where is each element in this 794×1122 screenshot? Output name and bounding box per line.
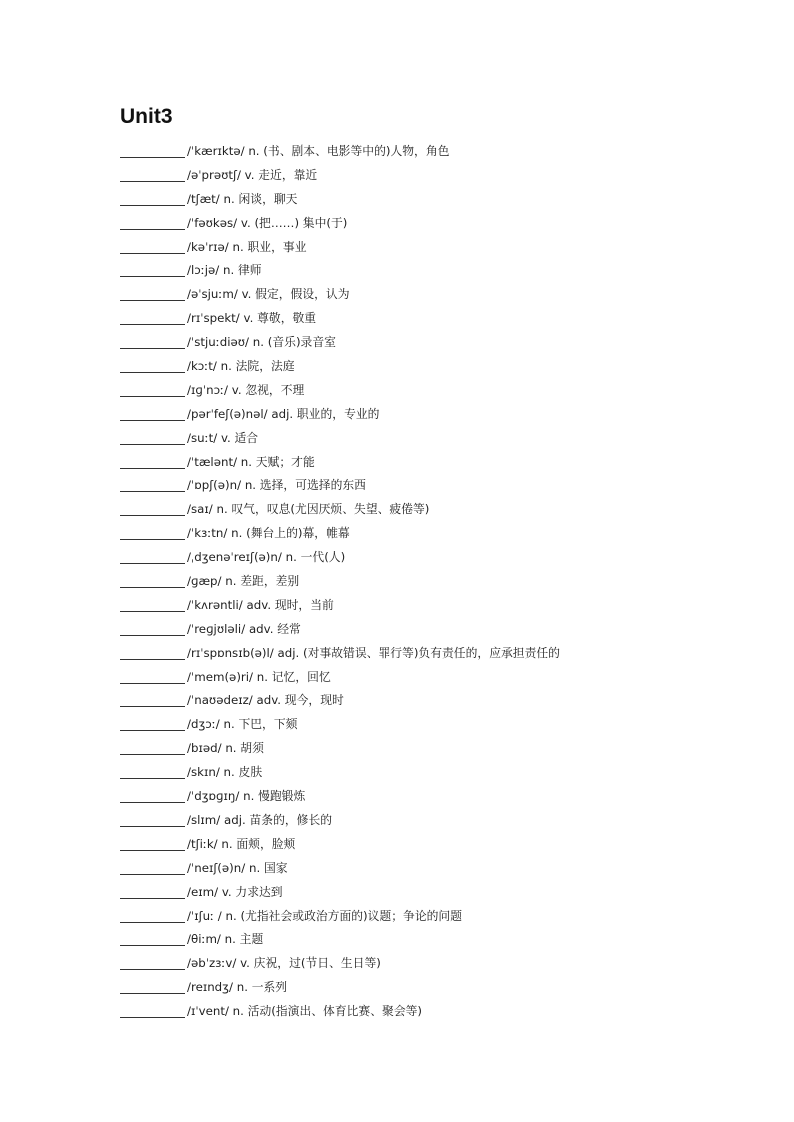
- answer-blank[interactable]: [120, 382, 185, 397]
- definition-text: n. (书、剧本、电影等中的)人物，角色: [248, 144, 450, 158]
- phonetic-text: /dʒɔː/: [187, 717, 220, 732]
- phonetic-text: /ˈɒpʃ(ə)n/: [187, 478, 242, 493]
- answer-blank[interactable]: [120, 645, 185, 660]
- answer-blank[interactable]: [120, 955, 185, 970]
- definition-text: v. 力求达到: [221, 884, 283, 899]
- definition-text: n. 律师: [222, 263, 262, 278]
- vocab-row: [120, 283, 780, 307]
- vocab-row: [120, 1000, 780, 1024]
- answer-blank[interactable]: [120, 788, 185, 803]
- definition-text: n. (舞台上的)幕，帷幕: [231, 526, 350, 541]
- answer-blank[interactable]: [120, 167, 185, 182]
- phonetic-text: /ˈɪʃuː /: [187, 908, 222, 923]
- phonetic-text: /lɔːjə/: [187, 263, 220, 278]
- vocab-row: [120, 427, 780, 451]
- phonetic-text: /suːt/: [187, 430, 218, 445]
- phonetic-text: /ˈfəʊkəs/: [187, 215, 238, 230]
- vocab-row: [120, 976, 780, 1000]
- answer-blank[interactable]: [120, 740, 185, 755]
- answer-blank[interactable]: [120, 836, 185, 851]
- answer-blank[interactable]: [120, 860, 185, 875]
- definition-text: n. 闲谈，聊天: [223, 191, 298, 206]
- vocab-row: [120, 713, 780, 737]
- definition-text: n. 叹气，叹息(尤因厌烦、失望、疲倦等): [216, 502, 430, 517]
- vocab-row: [120, 355, 780, 379]
- answer-blank[interactable]: [120, 931, 185, 946]
- vocab-row: [120, 570, 780, 594]
- phonetic-text: /ˈnaʊədeɪz/: [187, 693, 253, 708]
- vocab-row: [120, 474, 780, 498]
- phonetic-text: /kɔːt/: [187, 359, 217, 374]
- answer-blank[interactable]: [120, 692, 185, 707]
- definition-text: v. 假定，假设，认为: [241, 287, 350, 302]
- vocab-row: [120, 594, 780, 618]
- definition-text: adj. 职业的，专业的: [271, 406, 380, 421]
- phonetic-text: /rɪˈspekt/: [187, 311, 240, 326]
- definition-text: n. 职业，事业: [232, 239, 307, 254]
- vocab-row: [120, 618, 780, 642]
- definition-text: v. 忽视，不理: [231, 382, 305, 397]
- definition-text: v. (把……) 集中(于): [240, 215, 348, 230]
- phonetic-text: /əˈprəʊtʃ/: [187, 167, 241, 182]
- phonetic-text: /kəˈrɪə/: [187, 239, 229, 254]
- vocab-row: [120, 666, 780, 690]
- vocab-row: [120, 212, 780, 236]
- vocab-row: [120, 785, 780, 809]
- phonetic-text: /pərˈfeʃ(ə)nəl/: [187, 406, 268, 421]
- definition-text: n. (尤指社会或政治方面的)议题；争论的问题: [225, 908, 463, 923]
- vocab-row: [120, 881, 780, 905]
- vocab-row: [120, 546, 780, 570]
- phonetic-text: /ˈdʒɒɡɪŋ/: [187, 789, 240, 804]
- answer-blank[interactable]: [120, 334, 185, 349]
- vocab-row: [120, 689, 780, 713]
- definition-text: adv. 现今，现时: [256, 693, 344, 708]
- vocab-row: [120, 331, 780, 355]
- answer-blank[interactable]: [120, 430, 185, 445]
- vocab-row: [120, 833, 780, 857]
- answer-blank[interactable]: [120, 454, 185, 469]
- phonetic-text: /tʃæt/: [187, 191, 220, 206]
- definition-text: adv. 现时，当前: [246, 597, 334, 612]
- phonetic-text: /rɪˈspɒnsɪb(ə)l/: [187, 645, 274, 660]
- vocab-row: [120, 905, 780, 929]
- answer-blank[interactable]: [120, 812, 185, 827]
- definition-text: v. 走近，靠近: [244, 167, 318, 182]
- phonetic-text: /ˈkærɪktə/: [187, 144, 245, 158]
- vocabulary-list: [120, 140, 780, 1024]
- answer-blank[interactable]: [120, 525, 185, 540]
- vocab-row: [120, 140, 780, 164]
- phonetic-text: /əˈsjuːm/: [187, 287, 238, 302]
- phonetic-text: /əbˈzɜːv/: [187, 956, 237, 971]
- answer-blank[interactable]: [120, 215, 185, 230]
- phonetic-text: /saɪ/: [187, 502, 213, 517]
- vocab-row: [120, 737, 780, 761]
- vocab-row: [120, 403, 780, 427]
- phonetic-text: /ˈstjuːdiəʊ/: [187, 335, 250, 350]
- answer-blank[interactable]: [120, 358, 185, 373]
- vocab-row: [120, 857, 780, 881]
- answer-blank[interactable]: [120, 669, 185, 684]
- answer-blank[interactable]: [120, 573, 185, 588]
- vocab-row: [120, 236, 780, 260]
- phonetic-text: /ɪɡˈnɔː/: [187, 382, 228, 397]
- definition-text: n. 差距，差别: [225, 574, 300, 589]
- answer-blank[interactable]: [120, 191, 185, 206]
- answer-blank[interactable]: [120, 1003, 185, 1018]
- definition-text: n. (音乐)录音室: [252, 335, 336, 350]
- answer-blank[interactable]: [120, 597, 185, 612]
- definition-text: n. 法院，法庭: [220, 359, 295, 374]
- vocab-row: [120, 809, 780, 833]
- answer-blank[interactable]: [120, 908, 185, 923]
- answer-blank[interactable]: [120, 884, 185, 899]
- vocab-row: [120, 259, 780, 283]
- phonetic-text: /ɪˈvent/: [187, 1004, 229, 1019]
- definition-text: n. 一系列: [236, 980, 288, 995]
- answer-blank[interactable]: [120, 764, 185, 779]
- definition-text: n. 一代(人): [285, 550, 346, 565]
- answer-blank[interactable]: [120, 262, 185, 277]
- phonetic-text: /ˈmem(ə)ri/: [187, 669, 254, 684]
- vocab-row: [120, 642, 780, 666]
- definition-text: v. 尊敬，敬重: [243, 311, 317, 326]
- page-title: Unit3: [120, 105, 173, 128]
- answer-blank[interactable]: [120, 310, 185, 325]
- answer-blank[interactable]: [120, 286, 185, 301]
- answer-blank[interactable]: [120, 549, 185, 564]
- definition-text: n. 皮肤: [223, 765, 263, 780]
- vocab-row: [120, 522, 780, 546]
- vocab-row: [120, 164, 780, 188]
- answer-blank[interactable]: [120, 716, 185, 731]
- answer-blank[interactable]: [120, 406, 185, 421]
- phonetic-text: /ˈtælənt/: [187, 454, 238, 469]
- definition-text: v. 庆祝，过(节日、生日等): [240, 956, 381, 971]
- phonetic-text: /ˈneɪʃ(ə)n/: [187, 860, 246, 875]
- phonetic-text: /skɪn/: [187, 765, 220, 780]
- definition-text: n. 选择，可选择的东西: [244, 478, 366, 493]
- definition-text: n. 下巴，下颏: [223, 717, 298, 732]
- answer-blank[interactable]: [120, 979, 185, 994]
- answer-blank[interactable]: [120, 143, 185, 158]
- definition-text: n. 活动(指演出、体育比赛、聚会等): [232, 1004, 423, 1019]
- definition-text: n. 主题: [224, 932, 264, 947]
- phonetic-text: /eɪm/: [187, 884, 219, 899]
- vocab-row: [120, 761, 780, 785]
- phonetic-text: /ˌdʒenəˈreɪʃ(ə)n/: [187, 550, 282, 565]
- vocab-row: [120, 379, 780, 403]
- phonetic-text: /θiːm/: [187, 932, 221, 947]
- definition-text: n. 胡须: [225, 741, 264, 756]
- phonetic-text: /reɪndʒ/: [187, 980, 233, 995]
- definition-text: n. 慢跑锻炼: [243, 789, 306, 804]
- definition-text: adv. 经常: [248, 621, 301, 636]
- answer-blank[interactable]: [120, 621, 185, 636]
- vocab-row: [120, 498, 780, 522]
- definition-text: n. 面颊，脸颊: [221, 836, 296, 851]
- definition-text: n. 天赋；才能: [240, 454, 315, 469]
- definition-text: adj. 苗条的，修长的: [224, 812, 333, 827]
- phonetic-text: /slɪm/: [187, 812, 221, 827]
- vocab-row: [120, 188, 780, 212]
- vocab-row: [120, 307, 780, 331]
- definition-text: adj. (对事故错误、罪行等)负有责任的，应承担责任的: [277, 645, 560, 660]
- answer-blank[interactable]: [120, 477, 185, 492]
- definition-text: n. 记忆，回忆: [256, 669, 331, 684]
- answer-blank[interactable]: [120, 501, 185, 516]
- phonetic-text: /ˈkɜːtn/: [187, 526, 228, 541]
- phonetic-text: /tʃiːk/: [187, 836, 218, 851]
- vocab-row: [120, 928, 780, 952]
- phonetic-text: /bɪəd/: [187, 741, 222, 756]
- vocab-row: [120, 451, 780, 475]
- definition-text: n. 国家: [248, 860, 288, 875]
- answer-blank[interactable]: [120, 239, 185, 254]
- phonetic-text: /ˈreɡjʊləli/: [187, 621, 246, 636]
- vocab-row: [120, 952, 780, 976]
- phonetic-text: /ˈkʌrəntli/: [187, 597, 243, 612]
- definition-text: v. 适合: [220, 430, 259, 445]
- phonetic-text: /ɡæp/: [187, 574, 222, 589]
